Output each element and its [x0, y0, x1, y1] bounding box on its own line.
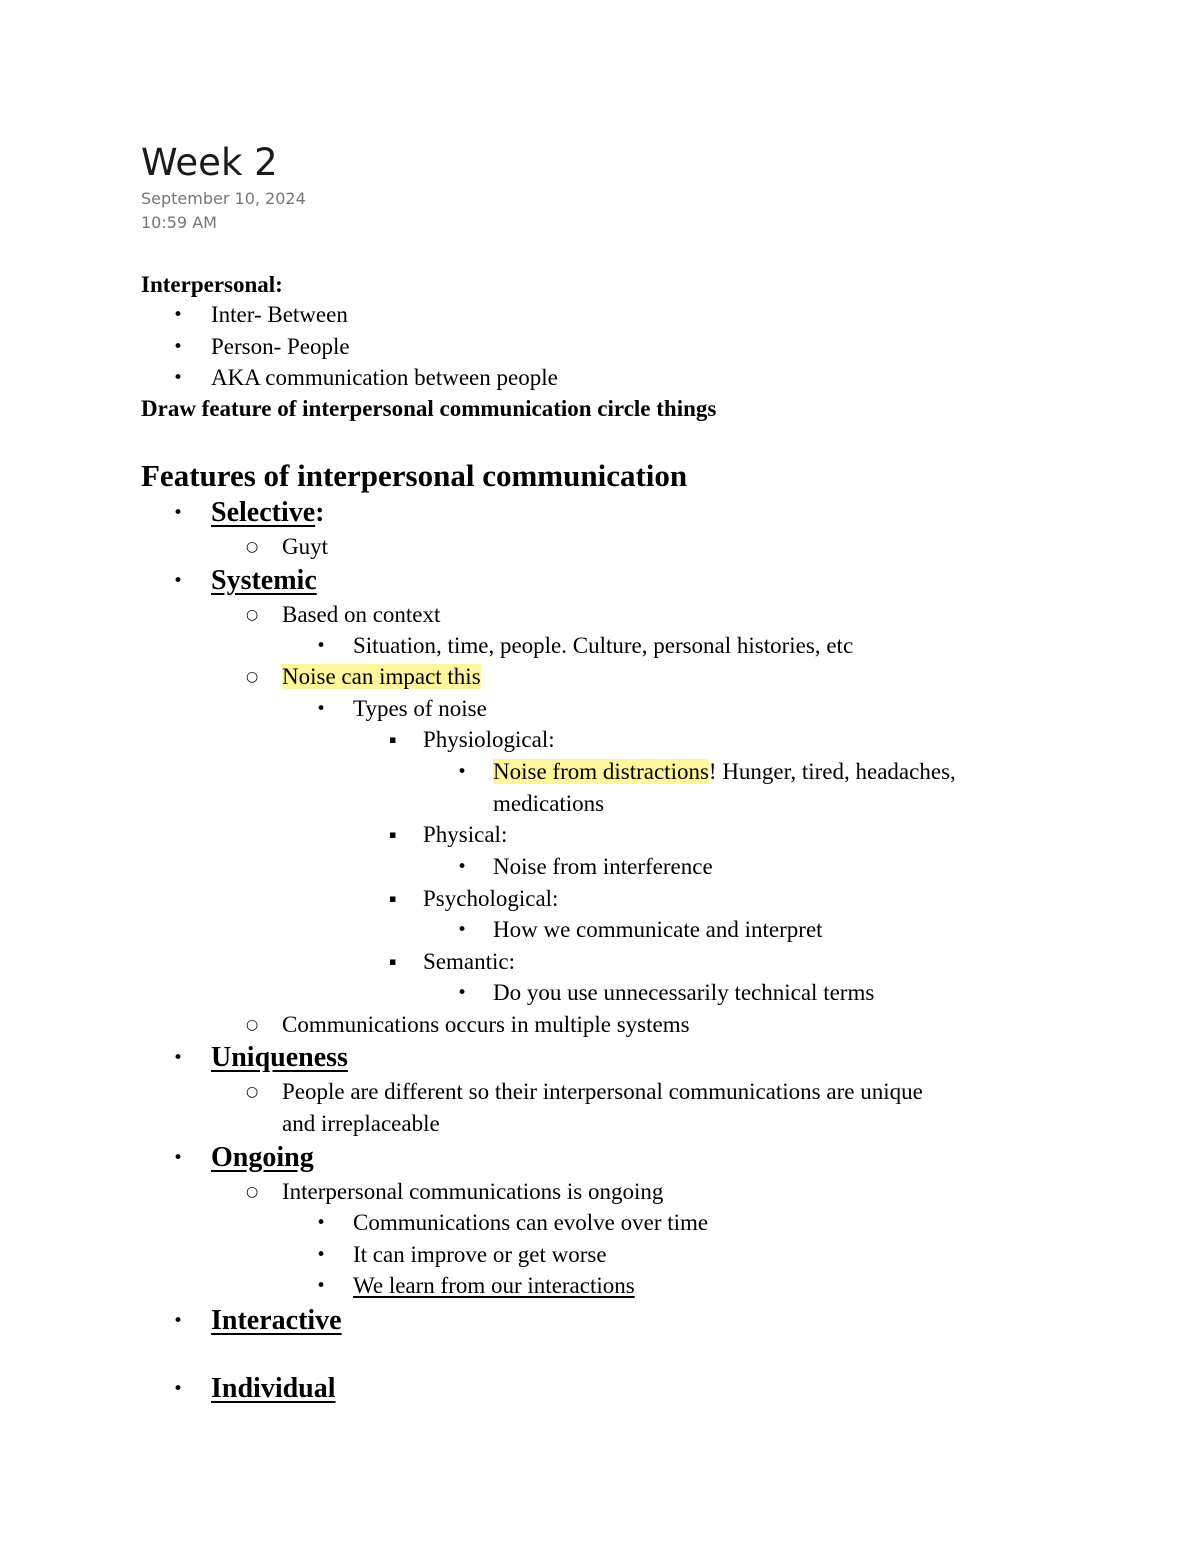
- interpersonal-heading: Interpersonal:: [141, 272, 283, 297]
- bullet-circle: ○: [246, 607, 259, 623]
- list-item-continuation: and irreplaceable: [282, 1111, 440, 1136]
- list-item: Situation, time, people. Culture, personal histories, etc: [353, 633, 854, 658]
- bullet-dot: •: [457, 920, 468, 940]
- note-time: 10:59 AM: [141, 213, 217, 232]
- feature-ongoing: Ongoing: [211, 1142, 314, 1173]
- bullet-dot: •: [173, 337, 184, 357]
- list-item: Inter- Between: [211, 302, 348, 327]
- list-item: Semantic:: [423, 949, 515, 974]
- list-item: It can improve or get worse: [353, 1242, 607, 1267]
- list-item: Psychological:: [423, 886, 559, 911]
- list-item: [493, 757, 956, 787]
- list-item: Physical:: [423, 822, 508, 847]
- list-item: Person- People: [211, 334, 350, 359]
- list-item: Types of noise: [353, 696, 487, 721]
- bullet-circle: ○: [246, 669, 259, 685]
- feature-systemic: Systemic: [211, 565, 317, 596]
- bullet-square: ▪: [389, 828, 397, 841]
- list-item: AKA communication between people: [211, 365, 558, 390]
- bullet-square: ▪: [389, 955, 397, 968]
- list-item: Communications can evolve over time: [353, 1210, 709, 1235]
- feature-interactive: Interactive: [211, 1305, 342, 1336]
- text-span: ! Hunger, tired, headaches,: [708, 759, 956, 784]
- features-heading: Features of interpersonal communication: [141, 458, 688, 493]
- list-item: We learn from our interactions: [353, 1273, 635, 1298]
- list-item: How we communicate and interpret: [493, 917, 823, 942]
- bullet-dot: •: [316, 1245, 327, 1265]
- highlighted-text: Noise from distractions: [493, 759, 709, 784]
- bullet-dot: •: [173, 1379, 184, 1399]
- bullet-dot: •: [457, 983, 468, 1003]
- bullet-circle: ○: [246, 1084, 259, 1100]
- bullet-square: ▪: [389, 892, 397, 905]
- note-date: September 10, 2024: [141, 189, 306, 208]
- bullet-square: ▪: [389, 733, 397, 746]
- bullet-dot: •: [173, 1048, 184, 1068]
- bullet-dot: •: [316, 699, 327, 719]
- list-item: Do you use unnecessarily technical terms: [493, 980, 875, 1005]
- bullet-dot: •: [316, 1276, 327, 1296]
- bullet-dot: •: [316, 636, 327, 656]
- bullet-dot: •: [173, 571, 184, 591]
- bullet-dot: •: [457, 762, 468, 782]
- list-item: Guyt: [282, 534, 328, 559]
- bullet-dot: •: [173, 1311, 184, 1331]
- feature-individual: Individual: [211, 1373, 336, 1404]
- bullet-dot: •: [173, 305, 184, 325]
- list-item: People are different so their interpersonal communications are unique: [282, 1079, 923, 1104]
- bullet-dot: •: [457, 857, 468, 877]
- feature-uniqueness: Uniqueness: [211, 1042, 348, 1073]
- highlighted-text: Noise can impact this: [282, 664, 481, 689]
- draw-note: Draw feature of interpersonal communication circle things: [141, 396, 717, 421]
- list-item: Physiological:: [423, 727, 555, 752]
- bullet-dot: •: [173, 1148, 184, 1168]
- list-item: Based on context: [282, 602, 441, 627]
- list-item: Interpersonal communications is ongoing: [282, 1179, 664, 1204]
- list-item: [282, 662, 481, 692]
- page-title: Week 2: [141, 141, 278, 184]
- feature-label: Selective: [211, 497, 316, 528]
- feature-selective: [211, 495, 325, 531]
- list-item: Communications occurs in multiple systems: [282, 1012, 690, 1037]
- bullet-dot: •: [173, 503, 184, 523]
- bullet-circle: ○: [246, 1184, 259, 1200]
- list-item: Noise from interference: [493, 854, 713, 879]
- label-colon: :: [315, 497, 325, 528]
- bullet-circle: ○: [246, 1017, 259, 1033]
- bullet-dot: •: [316, 1213, 327, 1233]
- bullet-dot: •: [173, 368, 184, 388]
- bullet-circle: ○: [246, 539, 259, 555]
- list-item-continuation: medications: [493, 791, 605, 816]
